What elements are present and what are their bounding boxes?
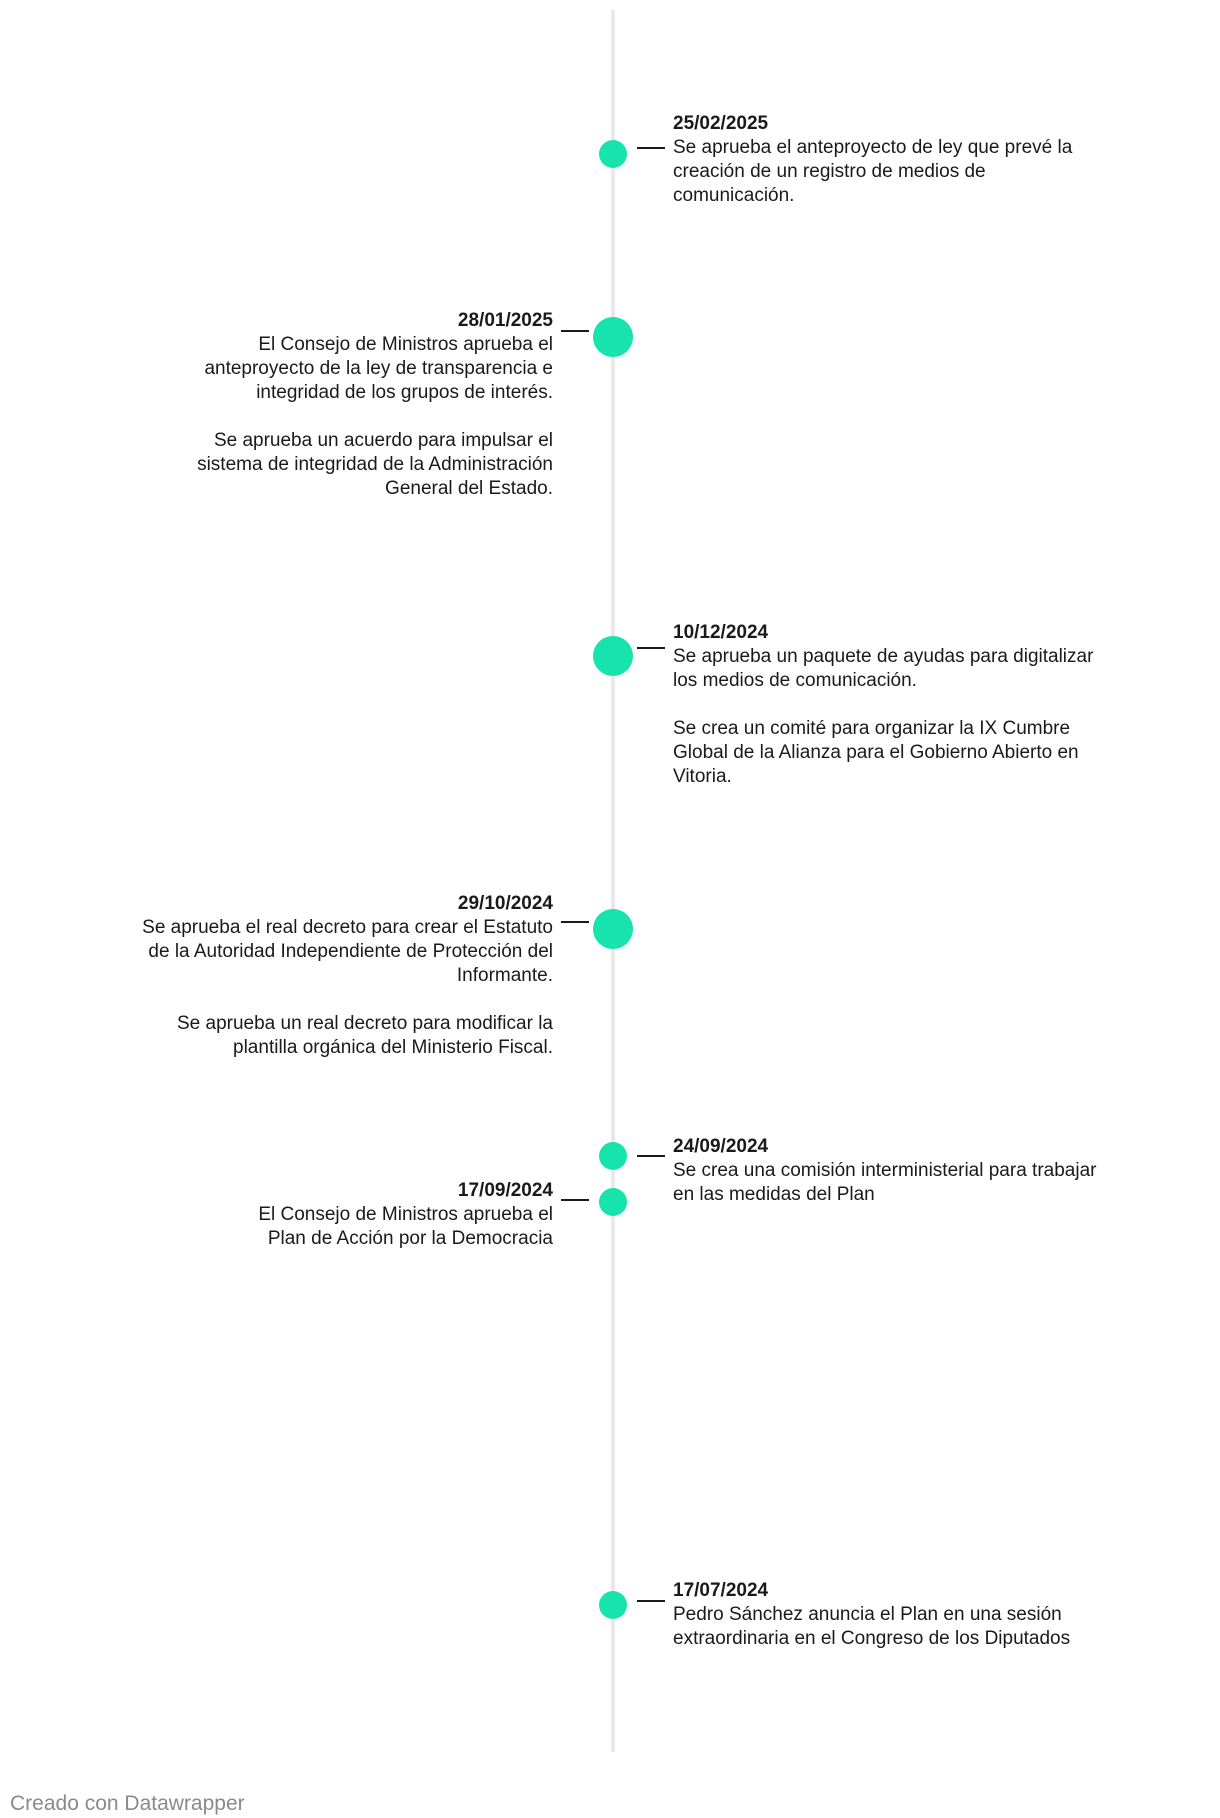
event-description: Se crea un comité para organizar la IX Cumbre Global de la Alianza para el Gobierno Abierto en Vitoria. [673,718,1079,787]
timeline-dot [599,140,627,168]
timeline-connector [637,647,665,649]
event-description: Se aprueba un paquete de ayudas para digitalizar los medios de comunicación. [673,646,1094,691]
event-description: El Consejo de Ministros aprueba el anteproyecto de la ley de transparencia e integridad de los grupos de interés. [204,334,553,403]
timeline-event [133,892,553,1060]
timeline-dot [593,317,633,357]
timeline-event [673,112,1103,208]
timeline-axis [611,10,615,1752]
event-description: Se aprueba el anteproyecto de ley que prevé la creación de un registro de medios de comunicación. [673,137,1073,206]
timeline-dot [599,1591,627,1619]
event-date: 25/02/2025 [673,113,769,134]
event-date: 17/09/2024 [457,1180,553,1201]
event-date: 17/07/2024 [673,1580,769,1601]
event-description: Se aprueba un acuerdo para impulsar el sistema de integridad de la Administración General del Estado. [197,430,553,499]
timeline-event [223,1179,553,1251]
timeline-connector [637,1600,665,1602]
timeline-connector [561,921,589,923]
event-description: Pedro Sánchez anuncia el Plan en una sesión extraordinaria en el Congreso de los Diputados [673,1604,1071,1649]
event-description: Se crea una comisión interministerial para trabajar en las medidas del Plan [673,1160,1097,1205]
event-date: 24/09/2024 [673,1136,769,1157]
timeline-dot [593,636,633,676]
datawrapper-credit-link[interactable]: Creado con Datawrapper [10,1792,245,1815]
timeline-event [153,309,553,501]
event-description: Se aprueba un real decreto para modificar la plantilla orgánica del Ministerio Fiscal. [176,1013,553,1058]
event-date: 29/10/2024 [457,893,553,914]
event-description: El Consejo de Ministros aprueba el Plan de Acción por la Democracia [258,1204,553,1249]
timeline-event [673,621,1103,789]
timeline-event [673,1579,1113,1651]
timeline-event [673,1135,1103,1207]
timeline-connector [637,147,665,149]
timeline-dot [599,1142,627,1170]
timeline-dot [593,909,633,949]
timeline-dot [599,1188,627,1216]
timeline-connector [637,1155,665,1157]
timeline-connector [561,330,589,332]
event-description: Se aprueba el real decreto para crear el Estatuto de la Autoridad Independiente de Protección del Informante. [142,917,553,986]
event-date: 10/12/2024 [673,622,769,643]
timeline-connector [561,1199,589,1201]
event-date: 28/01/2025 [457,310,553,331]
